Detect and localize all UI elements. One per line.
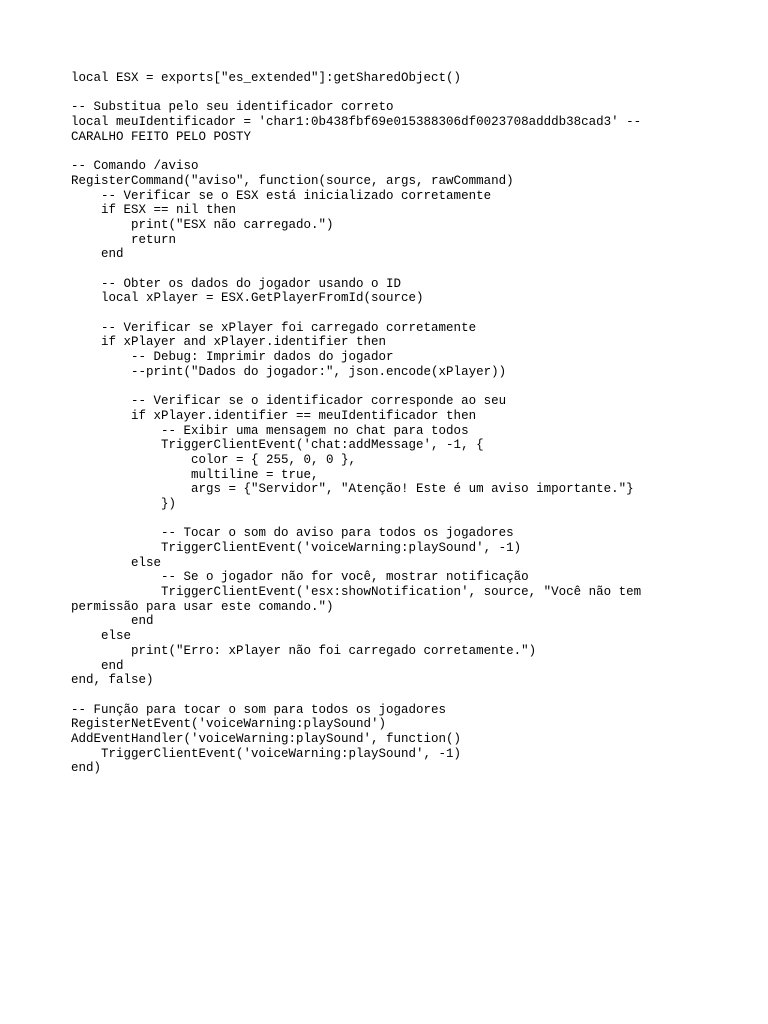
code-line: end <box>71 614 154 629</box>
code-line: -- Se o jogador não for você, mostrar notificação <box>71 570 529 585</box>
code-line: permissão para usar este comando.") <box>71 599 334 614</box>
code-line: local ESX = exports["es_extended"]:getSharedObject() <box>71 71 462 85</box>
code-line: else <box>71 629 132 644</box>
code-line: args = {"Servidor", "Atenção! Este é um aviso importante."} <box>71 482 634 497</box>
code-line: }) <box>71 496 177 511</box>
code-line: print("ESX não carregado.") <box>71 217 334 232</box>
code-line: local xPlayer = ESX.GetPlayerFromId(source) <box>71 291 424 306</box>
code-line: TriggerClientEvent('voiceWarning:playSound', -1) <box>71 541 522 555</box>
code-line: end <box>71 658 124 673</box>
code-line <box>71 379 711 394</box>
code-line: RegisterNetEvent('voiceWarning:playSound') <box>71 717 387 732</box>
code-line: if xPlayer.identifier == meuIdentificador then <box>71 408 477 423</box>
code-line: end, false) <box>71 673 154 688</box>
code-line <box>71 512 711 527</box>
code-line: -- Verificar se xPlayer foi carregado corretamente <box>71 320 477 335</box>
code-line: else <box>71 555 162 570</box>
code-line <box>71 306 711 321</box>
code-line: if ESX == nil then <box>71 203 237 218</box>
code-line: --print("Dados do jogador:", json.encode(xPlayer)) <box>71 364 507 379</box>
code-line: -- Verificar se o ESX está inicializado corretamente <box>71 188 492 203</box>
code-line: AddEventHandler('voiceWarning:playSound', function() <box>71 731 462 746</box>
code-line: print("Erro: xPlayer não foi carregado corretamente.") <box>71 643 537 658</box>
code-line: -- Função para tocar o som para todos os jogadores <box>71 702 447 717</box>
code-line: -- Exibir uma mensagem no chat para todos <box>71 423 469 438</box>
code-line: end <box>71 247 124 262</box>
code-line: -- Verificar se o identificador corresponde ao seu <box>71 394 507 409</box>
code-line <box>71 688 711 703</box>
code-line <box>71 86 711 101</box>
code-document <box>71 71 711 776</box>
code-line: -- Comando /aviso <box>71 159 199 174</box>
code-line: -- Substitua pelo seu identificador correto <box>71 100 394 115</box>
code-line: return <box>71 232 177 247</box>
code-line: TriggerClientEvent('esx:showNotification', source, "Você não tem <box>71 585 642 600</box>
code-line: -- Tocar o som do aviso para todos os jogadores <box>71 526 514 541</box>
code-line: CARALHO FEITO PELO POSTY <box>71 129 252 144</box>
code-line: color = { 255, 0, 0 }, <box>71 452 357 467</box>
code-line: end) <box>71 761 102 776</box>
code-line: local meuIdentificador = 'char1:0b438fbf69e015388306df0023708adddb38cad3' -- <box>71 115 642 130</box>
code-line: -- Obter os dados do jogador usando o ID <box>71 276 402 291</box>
code-line: TriggerClientEvent('chat:addMessage', -1, { <box>71 438 484 453</box>
code-line <box>71 144 711 159</box>
code-line: if xPlayer and xPlayer.identifier then <box>71 335 387 350</box>
code-line: RegisterCommand("aviso", function(source, args, rawCommand) <box>71 173 514 188</box>
code-line: TriggerClientEvent('voiceWarning:playSound', -1) <box>71 746 462 761</box>
code-line: -- Debug: Imprimir dados do jogador <box>71 350 394 365</box>
code-line: multiline = true, <box>71 467 319 482</box>
code-line <box>71 262 711 277</box>
